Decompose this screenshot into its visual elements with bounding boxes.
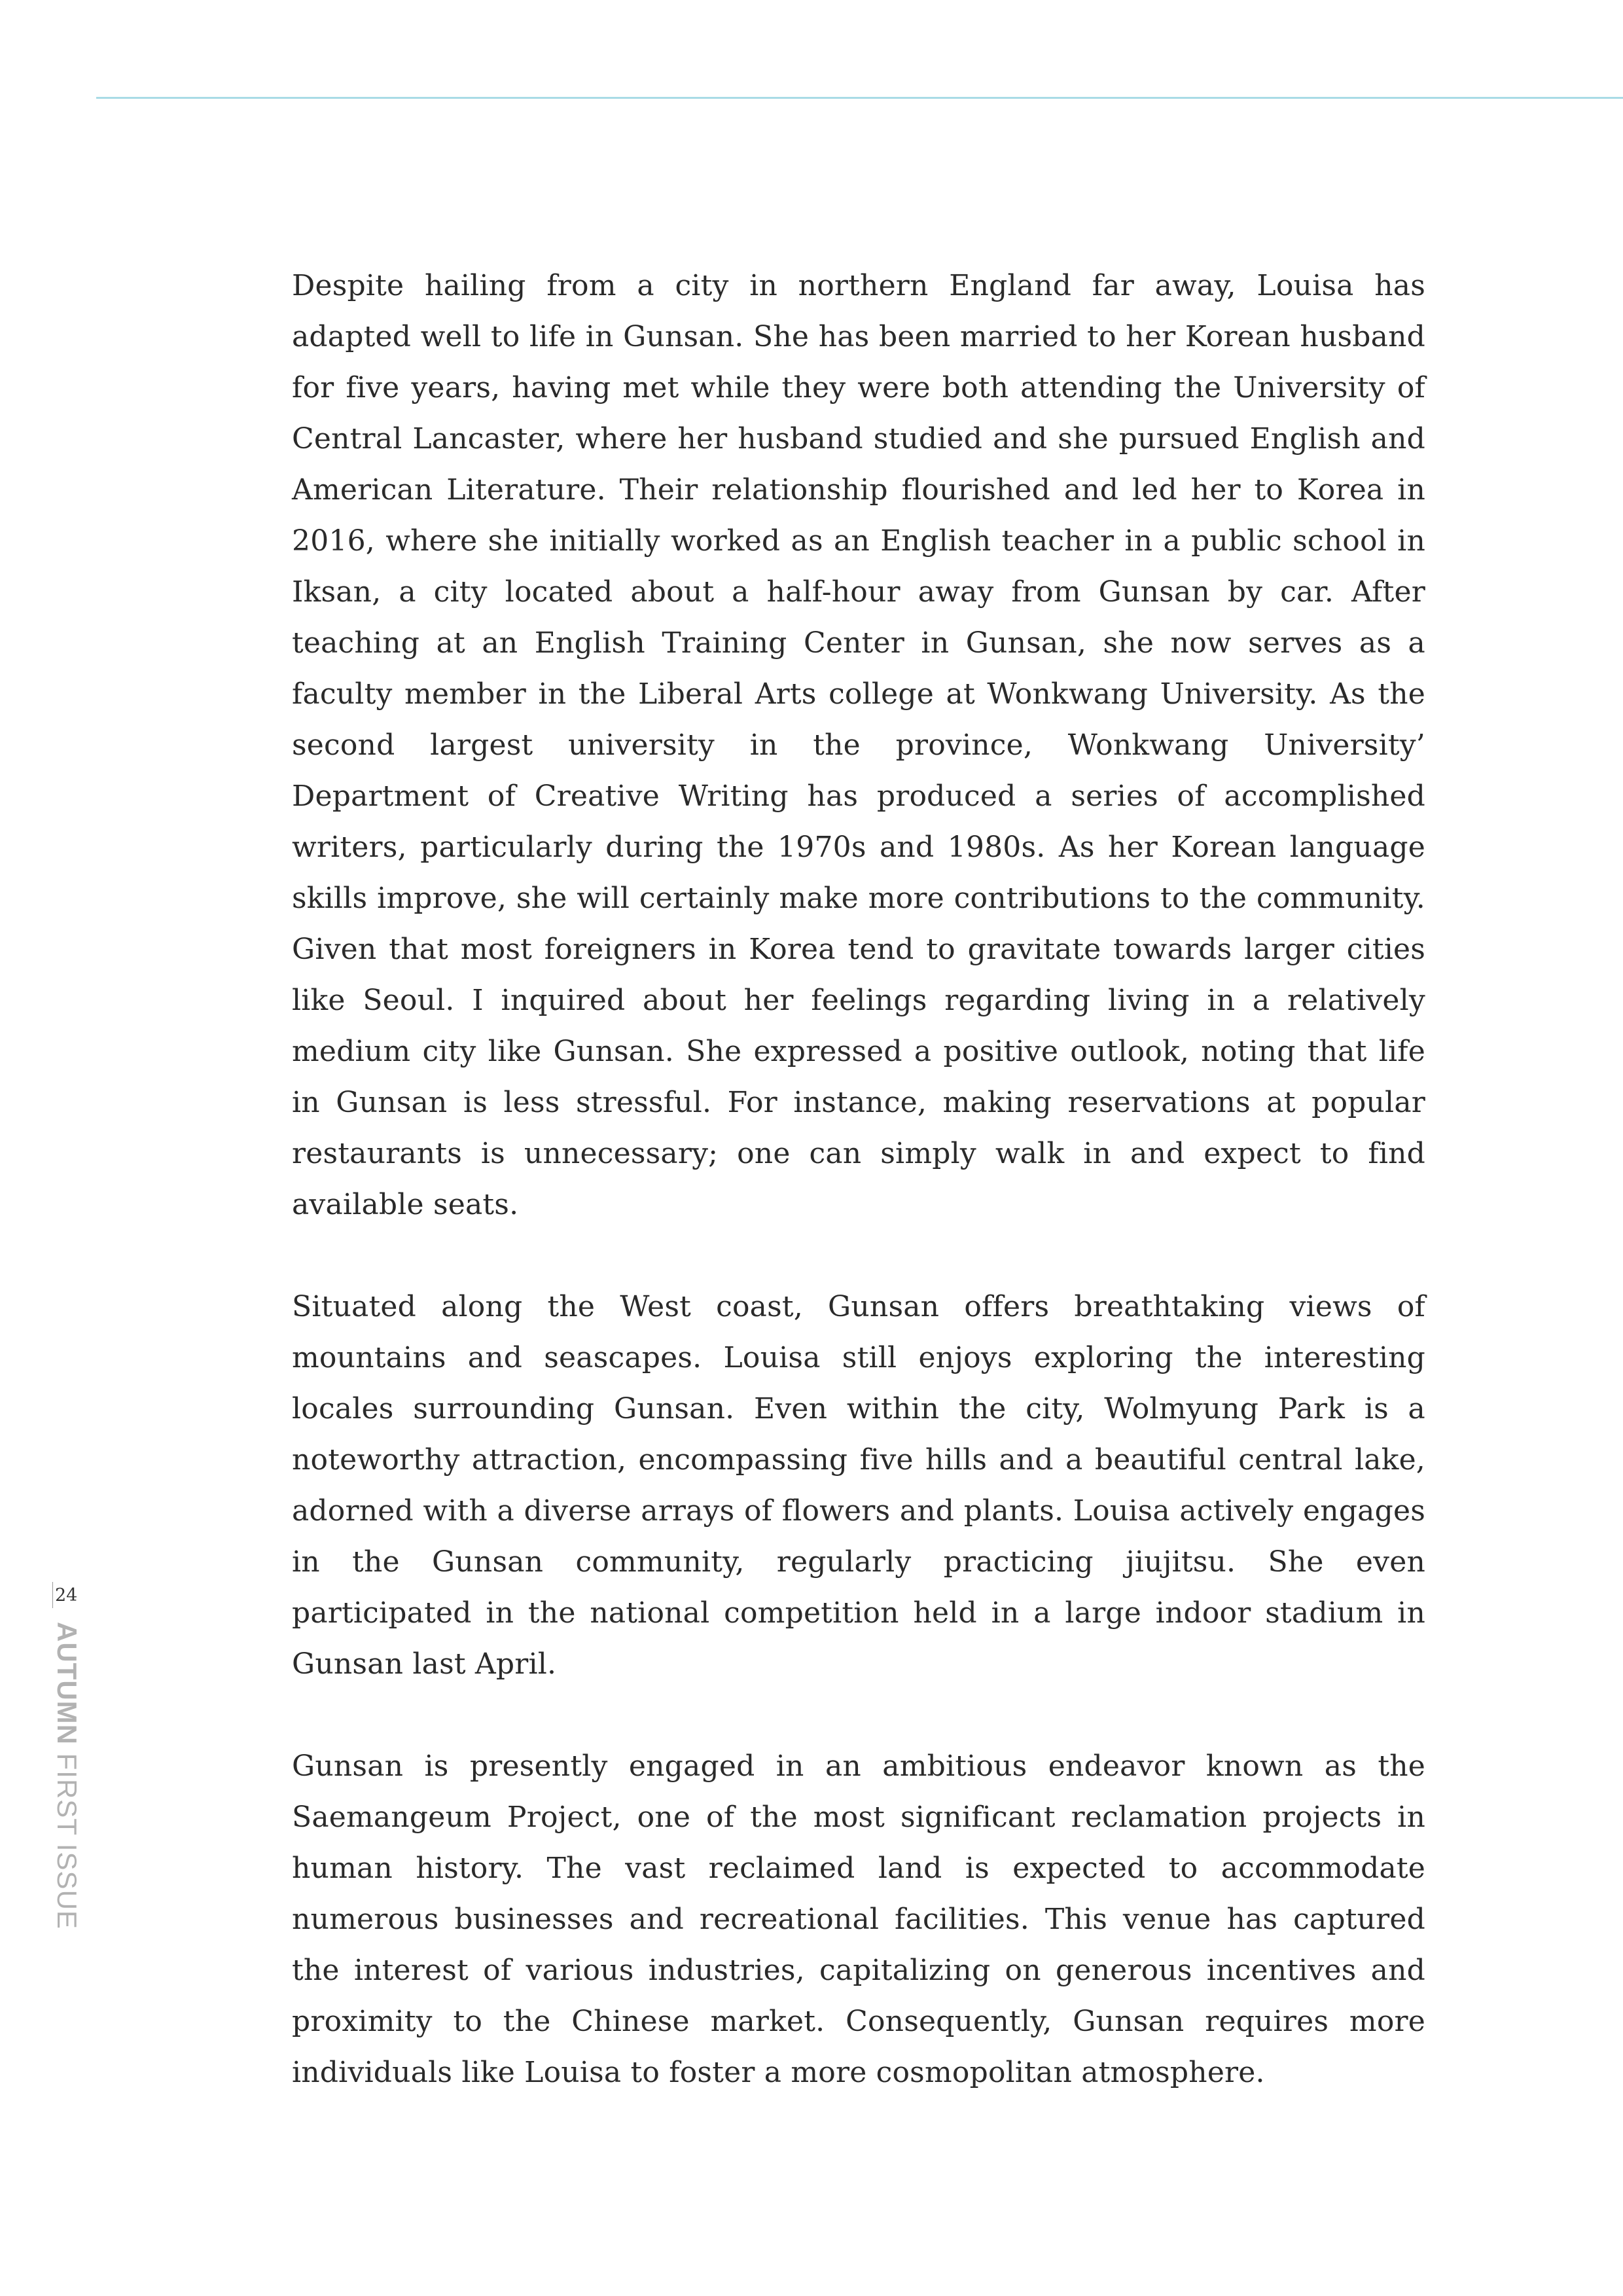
- article-body: [292, 260, 1425, 2098]
- paragraph-saemangeum-project: Gunsan is presently engaged in an ambitious endeavor known as the Saemangeum Project, one of the most significant reclamation projects in human history. The vast reclaimed land is expected to accommodate numerous businesses and recreational facilities. This venue has captured the interest of various industries, capitalizing on generous incentives and proximity to the Chinese market. Consequently, Gunsan requires more individuals like Louisa to foster a more cosmopolitan atmosphere.: [292, 1749, 1425, 2089]
- page-number-divider: [52, 1582, 53, 1608]
- issue-edition: FIRST ISSUE: [52, 1744, 82, 1929]
- paragraph-louisa-background: Despite hailing from a city in northern England far away, Louisa has adapted well to life in Gunsan. She has been married to her Korean husband for five years, having met while they were both attending the University of Central Lancaster, where her husband studied and she pursued English and American Literature. Their relationship flourished and led her to Korea in 2016, where she initially worked as an English teacher in a public school in Iksan, a city located about a half-hour away from Gunsan by car. After teaching at an English Training Center in Gunsan, she now serves as a faculty member in the Liberal Arts college at Wonkwang University. As the second largest university in the province, Wonkwang University’ Department of Creative Writing has produced a series of accomplished writers, particularly during the 1970s and 1980s. As her Korean language skills improve, she will certainly make more contributions to the community. Given that most foreigners in Korea tend to gravitate towards larger cities like Seoul. I inquired about her feelings regarding living in a relatively medium city like Gunsan. She expressed a positive outlook, noting that life in Gunsan is less stressful. For instance, making reservations at popular restaurants is unnecessary; one can simply walk in and expect to find available seats.: [292, 269, 1425, 1221]
- paragraph-gunsan-scenery: Situated along the West coast, Gunsan offers breathtaking views of mountains and seascapes. Louisa still enjoys exploring the interesting locales surrounding Gunsan. Even within the city, Wolmyung Park is a noteworthy attraction, encompassing five hills and a beautiful central lake, adorned with a diverse arrays of flowers and plants. Louisa actively engages in the Gunsan community, regularly practicing jiujitsu. She even participated in the national competition held in a large indoor stadium in Gunsan last April.: [292, 1290, 1425, 1681]
- header-rule: [96, 97, 1623, 99]
- issue-season: AUTUMN: [52, 1622, 82, 1745]
- page-number: 24: [55, 1585, 78, 1605]
- issue-label: [53, 1622, 80, 1929]
